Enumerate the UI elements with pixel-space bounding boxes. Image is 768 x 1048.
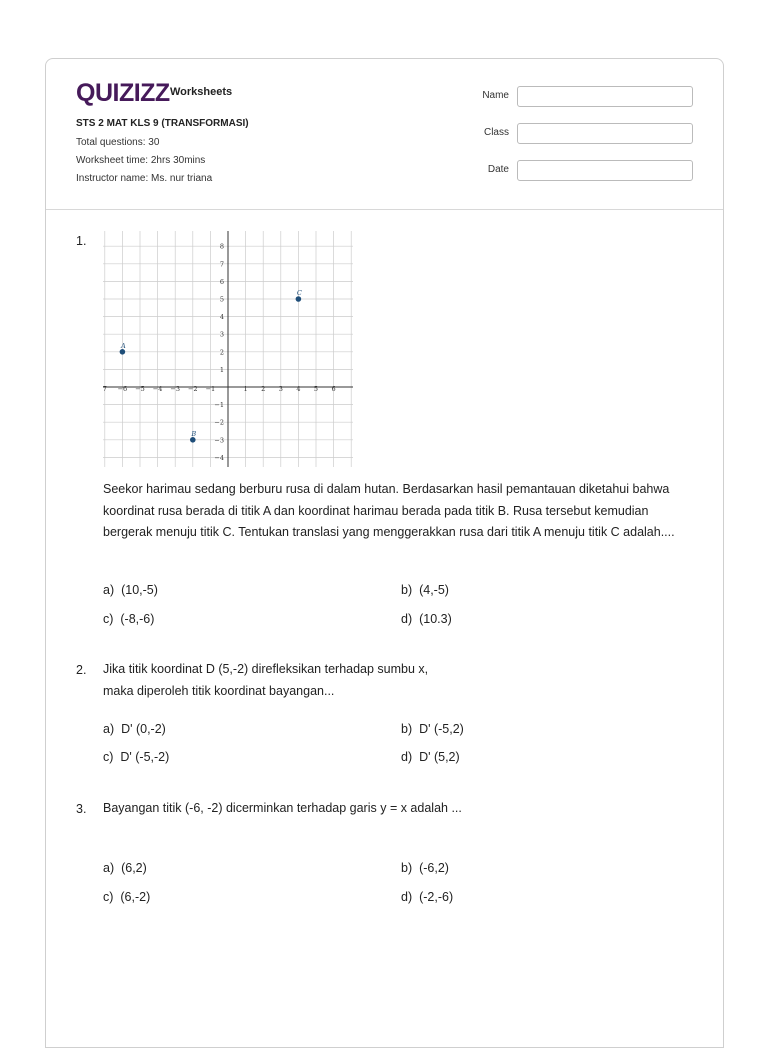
x-tick-label: −3 <box>170 385 180 393</box>
x-tick-label: 3 <box>278 385 283 393</box>
option-text: (10,-5) <box>121 583 158 597</box>
point-label-c: C <box>296 289 302 297</box>
question-2-option-a[interactable] <box>103 722 166 736</box>
option-text: (6,2) <box>121 861 147 875</box>
x-tick-label: −2 <box>188 385 198 393</box>
y-tick-label: −2 <box>214 418 224 427</box>
x-tick-label: −6 <box>117 385 128 393</box>
question-1-text: Seekor harimau sedang berburu rusa di dalam hutan. Berdasarkan hasil pemantauan diketahui bahwa koordinat rusa berada di titik A dan koordinat harimau berada pada titik B. Rusa tersebut kemudian bergerak menuju titik C. Tentukan translasi yang menggerakkan rusa dari titik A menuju titik C adalah.... <box>103 482 675 539</box>
question-3-option-c[interactable] <box>103 890 150 904</box>
y-tick-label: −1 <box>214 401 224 410</box>
option-text: D' (-5,-2) <box>120 750 170 764</box>
point-b <box>190 437 196 443</box>
question-1-number: 1. <box>76 234 87 248</box>
question-2-line-2: maka diperoleh titik koordinat bayangan... <box>103 683 335 698</box>
option-text: (10.3) <box>419 612 452 626</box>
x-tick-label: 5 <box>313 385 319 393</box>
question-3-option-a[interactable] <box>103 861 147 875</box>
question-3-option-b[interactable] <box>401 861 449 875</box>
question-2-option-c[interactable] <box>103 750 169 764</box>
instructor-name: Instructor name: Ms. nur triana <box>76 173 213 184</box>
y-tick-label: 4 <box>219 313 224 322</box>
question-2-line-1: Jika titik koordinat D (5,-2) direfleksikan terhadap sumbu x, <box>103 662 429 676</box>
option-label: a) <box>103 861 115 875</box>
option-label: d) <box>401 612 413 626</box>
option-label: a) <box>103 583 115 597</box>
worksheet-header <box>46 59 723 210</box>
option-label: d) <box>401 890 413 904</box>
x-tick-label: −5 <box>135 385 145 393</box>
question-1-option-c[interactable] <box>103 612 154 626</box>
question-3-option-d[interactable] <box>401 890 453 904</box>
option-label: b) <box>401 861 413 875</box>
option-label: a) <box>103 722 115 736</box>
question-1-option-a[interactable] <box>103 583 158 597</box>
point-label-a: A <box>121 341 126 350</box>
option-text: (-2,-6) <box>419 890 454 904</box>
logo-subtitle: Worksheets <box>170 86 233 98</box>
x-tick-label: 4 <box>296 385 301 393</box>
worksheet <box>45 58 724 1048</box>
x-tick-label: 1 <box>243 385 248 393</box>
question-2-number: 2. <box>76 663 87 677</box>
option-label: c) <box>103 890 114 904</box>
option-label: b) <box>401 583 413 597</box>
option-text: D' (5,2) <box>419 750 460 764</box>
date-label: Date <box>487 164 509 175</box>
total-questions: Total questions: 30 <box>76 137 160 148</box>
option-label: c) <box>103 612 114 626</box>
class-field[interactable] <box>517 123 693 144</box>
question-2-text <box>103 659 693 702</box>
y-tick-label: −4 <box>214 453 224 462</box>
quizizz-logo: QUIZIZZ <box>76 79 170 107</box>
coordinate-graph <box>103 231 353 467</box>
y-tick-label: 2 <box>219 348 224 357</box>
worksheet-title: STS 2 MAT KLS 9 (TRANSFORMASI) <box>76 118 249 129</box>
point-label-b: B <box>191 429 197 438</box>
option-text: D' (-5,2) <box>419 722 464 736</box>
question-1-option-b[interactable] <box>401 583 449 597</box>
class-label: Class <box>483 127 509 138</box>
y-tick-label: −3 <box>214 436 224 445</box>
worksheet-time: Worksheet time: 2hrs 30mins <box>76 155 206 166</box>
x-tick-label: 2 <box>261 385 266 393</box>
y-tick-label: 5 <box>219 295 224 304</box>
question-3-number: 3. <box>76 802 87 816</box>
date-field[interactable] <box>517 160 693 181</box>
option-label: b) <box>401 722 413 736</box>
x-tick-label: −4 <box>152 385 163 393</box>
point-a <box>120 349 126 355</box>
x-tick-label: 7 <box>103 385 107 393</box>
question-3-text: Bayangan titik (-6, -2) dicerminkan terhadap garis y = x adalah ... <box>103 801 462 815</box>
name-label: Name <box>482 90 509 101</box>
question-2-option-b[interactable] <box>401 722 464 736</box>
x-tick-label: −1 <box>205 385 216 393</box>
option-text: (6,-2) <box>120 890 151 904</box>
y-tick-label: 1 <box>219 365 224 374</box>
option-label: c) <box>103 750 114 764</box>
option-text: (-6,2) <box>419 861 449 875</box>
graph-points <box>117 289 302 443</box>
option-text: (-8,-6) <box>120 612 155 626</box>
option-label: d) <box>401 750 413 764</box>
y-tick-label: 6 <box>219 277 224 286</box>
y-tick-label: 8 <box>219 242 224 251</box>
x-tick-label: 6 <box>331 385 336 393</box>
point-c <box>296 296 302 302</box>
y-tick-label: 3 <box>219 330 224 339</box>
option-text: (4,-5) <box>419 583 449 597</box>
question-1-option-d[interactable] <box>401 612 452 626</box>
option-text: D' (0,-2) <box>121 722 166 736</box>
graph-tick-labels <box>103 243 336 462</box>
graph-axes <box>103 231 353 467</box>
name-field[interactable] <box>517 86 693 107</box>
y-tick-label: 7 <box>219 260 224 269</box>
question-2-option-d[interactable] <box>401 750 460 764</box>
